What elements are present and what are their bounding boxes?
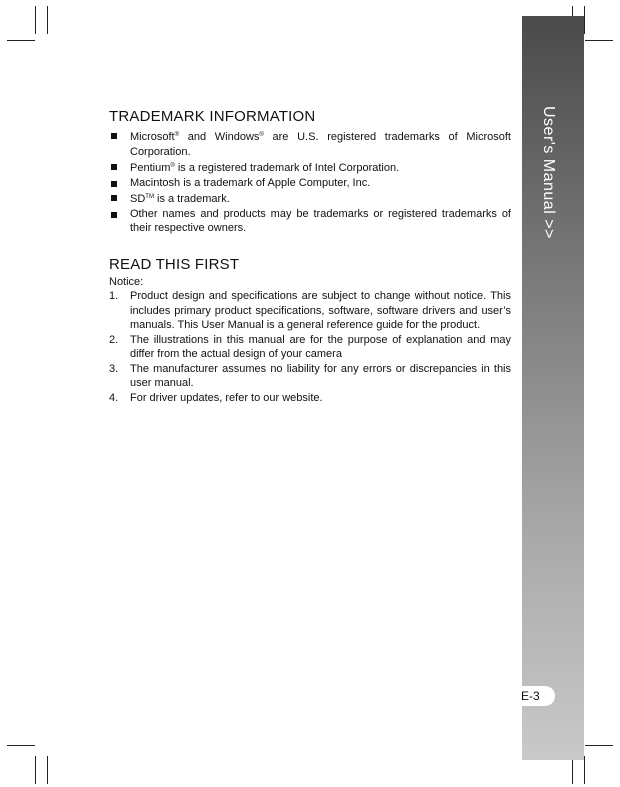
crop-mark bbox=[7, 40, 35, 41]
list-item: 4. For driver updates, refer to our website. bbox=[109, 391, 323, 404]
crop-mark bbox=[7, 745, 35, 746]
list-item: 1. Product design and specifications are subject to change without notice. This includes primary product specifications, software, software drivers and user’s manuals. This User Manual is a general reference guide for the product. bbox=[109, 290, 511, 331]
bullet-icon bbox=[111, 133, 117, 139]
notice-list bbox=[109, 289, 511, 405]
crop-mark bbox=[47, 756, 48, 784]
list-item: 2. The illustrations in this manual are for the purpose of explanation and may differ from the actual design of your camera bbox=[109, 333, 511, 360]
bullet-icon bbox=[111, 164, 117, 170]
page-number: E-3 bbox=[517, 686, 555, 706]
crop-mark bbox=[47, 6, 48, 34]
crop-mark bbox=[572, 756, 573, 784]
read-first-heading: READ THIS FIRST bbox=[109, 255, 240, 273]
crop-mark bbox=[584, 6, 585, 34]
list-item: Microsoft® and Windows® are U.S. registered trademarks of Microsoft Corporation. bbox=[109, 128, 511, 159]
crop-mark bbox=[585, 40, 613, 41]
trademark-heading: TRADEMARK INFORMATION bbox=[109, 108, 316, 125]
notice-label: Notice: bbox=[109, 275, 144, 288]
trademark-list bbox=[109, 128, 511, 236]
bullet-icon bbox=[111, 195, 117, 201]
list-item: Pentium® is a registered trademark of Intel Corporation. bbox=[109, 159, 511, 176]
crop-mark bbox=[35, 6, 36, 34]
page-content bbox=[109, 108, 511, 405]
bullet-icon bbox=[111, 212, 117, 218]
list-item: Other names and products may be trademarks or registered trademarks of their respective owners. bbox=[109, 207, 511, 236]
side-title: User's Manual >> bbox=[540, 106, 557, 239]
list-item: 3. The manufacturer assumes no liability for any errors or discrepancies in this user manual. bbox=[109, 362, 511, 389]
list-item: Macintosh is a trademark of Apple Computer, Inc. bbox=[109, 176, 511, 191]
crop-mark bbox=[584, 756, 585, 784]
bullet-icon bbox=[111, 181, 117, 187]
crop-mark bbox=[35, 756, 36, 784]
crop-mark bbox=[585, 745, 613, 746]
list-item: SD™ is a trademark. bbox=[109, 190, 511, 207]
